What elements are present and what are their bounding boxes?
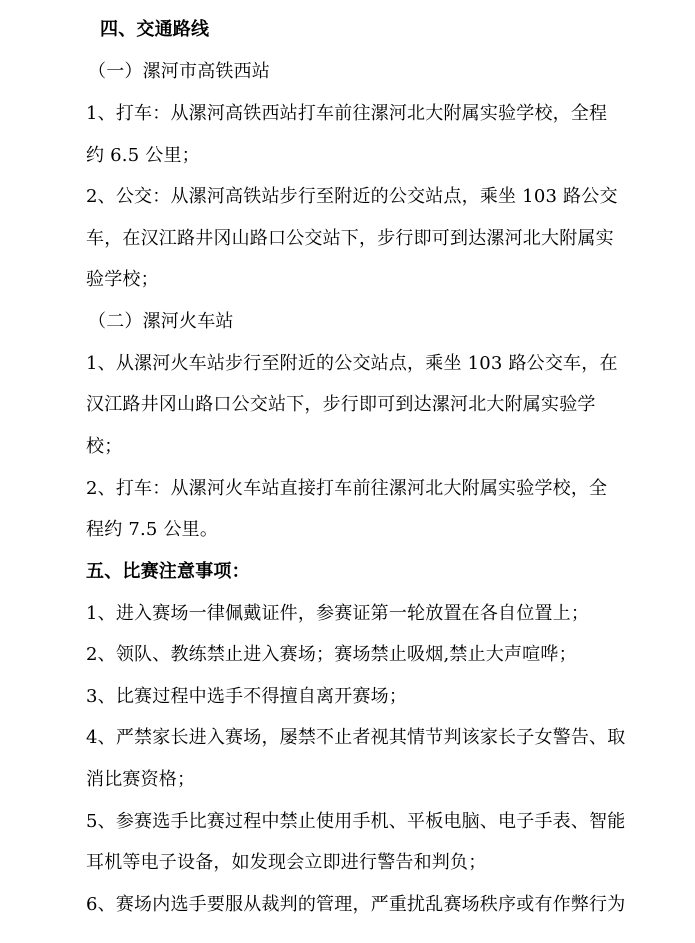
list-item: 3、比赛过程中选手不得擅自离开赛场； (86, 686, 408, 707)
list-item: 耳机等电子设备，如发现会立即进行警告和判负； (86, 852, 487, 873)
list-item: 6、赛场内选手要服从裁判的管理，严重扰乱赛场秩序或有作弊行为 (86, 894, 626, 915)
list-item: 消比赛资格； (86, 769, 196, 790)
list-item: 2、领队、教练禁止进入赛场；赛场禁止吸烟,禁止大声喧哗； (86, 644, 577, 665)
paragraph-line: 验学校； (86, 269, 159, 290)
paragraph-line: 1、打车：从漯河高铁西站打车前往漯河北大附属实验学校，全程 (86, 103, 608, 124)
subsection-2-title: （二）漯河火车站 (88, 311, 234, 332)
paragraph-line: 汉江路井冈山路口公交站下，步行即可到达漯河北大附属实验学 (86, 394, 596, 415)
paragraph-line: 2、公交：从漯河高铁站步行至附近的公交站点，乘坐 103 路公交 (86, 186, 618, 207)
paragraph-line: 1、从漯河火车站步行至附近的公交站点，乘坐 103 路公交车，在 (86, 353, 618, 374)
section-5-heading: 五、比赛注意事项： (86, 561, 250, 582)
paragraph-line: 校； (86, 436, 123, 457)
subsection-1-title: （一）漯河市高铁西站 (88, 61, 270, 82)
list-item: 5、参赛选手比赛过程中禁止使用手机、平板电脑、电子手表、智能 (86, 811, 626, 832)
paragraph-line: 程约 7.5 公里。 (86, 519, 219, 540)
section-4-heading: 四、交通路线 (100, 19, 210, 40)
paragraph-line: 2、打车：从漯河火车站直接打车前往漯河北大附属实验学校，全 (86, 478, 608, 499)
list-item: 1、进入赛场一律佩戴证件，参赛证第一轮放置在各自位置上； (86, 603, 590, 624)
paragraph-line: 约 6.5 公里； (86, 145, 200, 166)
list-item: 4、严禁家长进入赛场，屡禁不止者视其情节判该家长子女警告、取 (86, 727, 626, 748)
paragraph-line: 车，在汉江路井冈山路口公交站下，步行即可到达漯河北大附属实 (86, 228, 614, 249)
